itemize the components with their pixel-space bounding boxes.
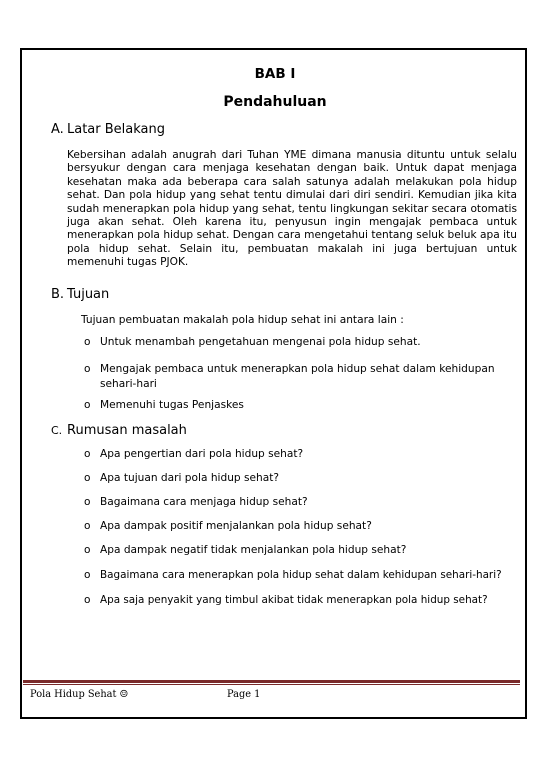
bullet-icon: o	[84, 472, 91, 484]
list-item	[84, 335, 500, 350]
list-item-text: Bagaimana cara menjaga hidup sehat?	[100, 496, 308, 508]
bullet-icon: o	[84, 569, 91, 581]
section-b-title: Tujuan	[67, 287, 110, 302]
list-item-text: Mengajak pembaca untuk menerapkan pola hidup sehat dalam kehidupan sehari-hari	[100, 363, 495, 390]
section-c-letter: C.	[51, 424, 63, 437]
bullet-icon: o	[84, 363, 91, 375]
list-item	[84, 447, 540, 462]
section-b-letter: B.	[51, 287, 65, 302]
footer-divider-thin	[23, 684, 520, 685]
list-item-text: Apa tujuan dari pola hidup sehat?	[100, 472, 280, 484]
list-item-text: Bagaimana cara menerapkan pola hidup sehat dalam kehidupan sehari-hari?	[100, 569, 502, 581]
section-b-heading	[51, 287, 109, 302]
bullet-icon: o	[84, 399, 91, 411]
bullet-icon: o	[84, 594, 91, 606]
list-item	[84, 568, 540, 583]
footer-document-title: Pola Hidup Sehat ☺	[30, 689, 129, 700]
list-item-text: Apa pengertian dari pola hidup sehat?	[100, 448, 304, 460]
bullet-icon: o	[84, 448, 91, 460]
section-c-heading	[51, 423, 187, 438]
list-item-text: Memenuhi tugas Penjaskes	[100, 399, 244, 411]
list-item	[84, 398, 500, 413]
section-b-intro: Tujuan pembuatan makalah pola hidup sehat ini antara lain :	[81, 314, 404, 326]
list-item	[84, 362, 512, 391]
list-item-text: Apa dampak negatif tidak menjalankan pola hidup sehat?	[100, 544, 407, 556]
list-item	[84, 593, 540, 608]
list-item	[84, 519, 540, 534]
chapter-number: BAB I	[254, 66, 296, 82]
section-a-letter: A.	[51, 122, 64, 137]
bullet-icon: o	[84, 520, 91, 532]
section-a-heading	[51, 122, 165, 137]
section-a-paragraph: Kebersihan adalah anugrah dari Tuhan YME dimana manusia dituntu untuk selalu bersyukur dengan cara menjaga kesehatan dengan baik. Untuk dapat menjaga kesehatan maka ada beberapa cara salah satunya adalah melakukan pola hidup sehat. Dan pola hidup yang sehat tentu dimulai dari diri sendiri. Kemudian jika kita sudah menerapkan pola hidup yang sehat, tentu lingkungan sekitar secara otomatis juga akan sehat. Oleh karena itu, penyusun ingin mengajak pembaca untuk menerapkan pola hidup sehat. Dengan cara mengetahui tentang seluk beluk apa itu pola hidup sehat. Selain itu, pembuatan makalah ini juga bertujuan untuk memenuhi tugas PJOK.	[67, 149, 517, 269]
list-item-text: Apa saja penyakit yang timbul akibat tidak menerapkan pola hidup sehat?	[100, 594, 488, 606]
bullet-icon: o	[84, 496, 91, 508]
list-item	[84, 543, 540, 558]
bullet-icon: o	[84, 544, 91, 556]
chapter-title: Pendahuluan	[223, 94, 327, 110]
footer-divider	[23, 680, 520, 683]
list-item	[84, 471, 540, 486]
list-item-text: Untuk menambah pengetahuan mengenai pola hidup sehat.	[100, 336, 421, 348]
footer-page-number: Page 1	[227, 689, 261, 700]
bullet-icon: o	[84, 336, 91, 348]
list-item-text: Apa dampak positif menjalankan pola hidup sehat?	[100, 520, 372, 532]
list-item	[84, 495, 540, 510]
section-a-title: Latar Belakang	[67, 122, 166, 137]
section-c-title: Rumusan masalah	[67, 423, 187, 438]
